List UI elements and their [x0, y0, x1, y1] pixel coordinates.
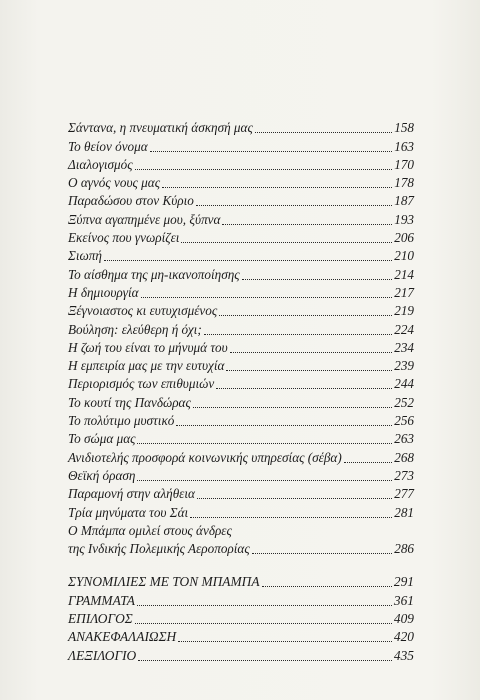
toc-section-page: 361 — [393, 592, 414, 608]
dot-leader — [344, 462, 392, 463]
dot-leader — [252, 553, 393, 554]
toc-entry — [68, 503, 414, 521]
toc-entry-title: Σάντανα, η πνευματική άσκησή μας — [68, 120, 253, 136]
toc-entry — [68, 339, 414, 357]
toc-entry — [68, 137, 414, 155]
dot-leader — [193, 407, 392, 408]
toc-entry-page: 268 — [394, 449, 414, 465]
toc-entry — [68, 448, 414, 466]
toc-entry-title: Βούληση: ελεύθερη ή όχι; — [68, 321, 202, 337]
toc-section-title: ΓΡΑΜΜΑΤΑ — [68, 592, 135, 608]
toc-entry-title: Παραδώσου στον Κύριο — [68, 193, 194, 209]
toc-entry-title: Η δημιουργία — [68, 284, 139, 300]
toc-entry-page: 210 — [394, 248, 414, 264]
dot-leader — [104, 260, 392, 261]
dot-leader — [255, 132, 392, 133]
toc-entry-title: Περιορισμός των επιθυμιών — [68, 376, 215, 392]
toc-entry-title-line1: Ο Μπάμπα ομιλεί στους άνδρες — [68, 522, 232, 538]
toc-entry — [68, 119, 414, 137]
toc-entry — [68, 485, 414, 503]
toc-entry-title-line2: της Ινδικής Πολεμικής Αεροπορίας — [68, 541, 250, 557]
toc-entry — [68, 412, 414, 430]
toc-section — [68, 591, 414, 609]
dot-leader — [216, 388, 392, 389]
toc-entry-title: Σιωπή — [68, 248, 102, 264]
toc-entry-page: 206 — [394, 230, 414, 246]
toc-entry-page: 224 — [394, 321, 414, 337]
dot-leader — [135, 169, 393, 170]
toc-section — [68, 646, 414, 664]
toc-section-title: ΣΥΝΟΜΙΛΙΕΣ ΜΕ ΤΟΝ ΜΠΑΜΠΑ — [68, 574, 260, 590]
section-spacer — [68, 558, 414, 573]
toc-entry-title: Η εμπειρία μας με την ευτυχία — [68, 358, 225, 374]
toc-entry-title: Το πολύτιμο μυστικό — [68, 413, 175, 429]
toc-entry — [68, 284, 414, 302]
toc-entry-title: Το σώμα μας — [68, 431, 136, 447]
dot-leader — [178, 641, 392, 642]
toc-entry-two-line — [68, 522, 414, 559]
dot-leader — [230, 352, 393, 353]
dot-leader — [196, 205, 392, 206]
toc-entry — [68, 302, 414, 320]
dot-leader — [242, 279, 393, 280]
dot-leader — [138, 660, 392, 661]
toc-entry-title: Ο αγνός νους μας — [68, 175, 161, 191]
toc-entry-page: 273 — [394, 467, 414, 483]
toc-entry-page: 178 — [394, 175, 414, 191]
toc-entry — [68, 174, 414, 192]
toc-entry-title: Θεϊκή όραση — [68, 467, 136, 483]
dot-leader — [137, 605, 392, 606]
toc-entry-page: 263 — [394, 431, 414, 447]
toc-entry-page: 170 — [394, 156, 414, 172]
dot-leader — [150, 151, 393, 152]
dot-leader — [190, 517, 392, 518]
toc-section-page: 291 — [393, 574, 414, 590]
toc-entry-page: 158 — [394, 120, 414, 136]
toc-section — [68, 573, 414, 591]
toc-entry-page: 193 — [394, 211, 414, 227]
dot-leader — [219, 315, 392, 316]
toc-entry-page: 256 — [394, 413, 414, 429]
dot-leader — [222, 224, 392, 225]
toc-entry-title: Η ζωή του είναι το μήνυμά του — [68, 339, 228, 355]
toc-entry-page: 217 — [394, 284, 414, 300]
dot-leader — [137, 443, 392, 444]
toc-entry — [68, 210, 414, 228]
toc-entry — [68, 430, 414, 448]
dot-leader — [135, 623, 392, 624]
toc-entry-page: 163 — [394, 138, 414, 154]
dot-leader — [141, 297, 393, 298]
toc-entry — [68, 467, 414, 485]
dot-leader — [226, 370, 392, 371]
toc-section-page: 409 — [393, 611, 414, 627]
toc-entry — [68, 357, 414, 375]
toc-section-page: 420 — [393, 629, 414, 645]
toc-entry-page: 214 — [394, 266, 414, 282]
toc-entry-title: Ξέγνοιαστος κι ευτυχισμένος — [68, 303, 218, 319]
toc-entry-page: 239 — [394, 358, 414, 374]
toc-entry-title: Το αίσθημα της μη-ικανοποίησης — [68, 266, 240, 282]
toc-entry — [68, 375, 414, 393]
toc-entry — [68, 156, 414, 174]
toc-entry-title: Τρία μηνύματα του Σάι — [68, 504, 189, 520]
toc-section-title: ΑΝΑΚΕΦΑΛΑΙΩΣΗ — [68, 629, 177, 645]
toc-entry — [68, 320, 414, 338]
toc-entry-title: Ανιδιοτελής προσφορά κοινωνικής υπηρεσίας (σέβα) — [68, 449, 342, 465]
dot-leader — [197, 498, 392, 499]
toc-entry-page: 286 — [394, 541, 414, 557]
toc-section — [68, 628, 414, 646]
toc-entry — [68, 393, 414, 411]
toc-entry-title-line2-row — [68, 540, 414, 558]
toc-section-title: ΕΠΙΛΟΓΟΣ — [68, 611, 133, 627]
toc-entry — [68, 247, 414, 265]
toc-section — [68, 610, 414, 628]
toc-entry-page: 252 — [394, 394, 414, 410]
dot-leader — [262, 586, 392, 587]
toc-entry-title: Ξύπνα αγαπημένε μου, ξύπνα — [68, 211, 221, 227]
toc-entry — [68, 192, 414, 210]
toc-entry-page: 281 — [394, 504, 414, 520]
toc-section-page: 435 — [393, 647, 414, 663]
toc-section-title: ΛΕΞΙΛΟΓΙΟ — [68, 647, 137, 663]
dot-leader — [181, 242, 392, 243]
dot-leader — [137, 480, 392, 481]
toc-entry-title: Το κουτί της Πανδώρας — [68, 394, 191, 410]
toc-entry-page: 234 — [394, 339, 414, 355]
toc-entry-page: 277 — [394, 486, 414, 502]
dot-leader — [176, 425, 392, 426]
toc-entry-page: 244 — [394, 376, 414, 392]
toc-entry-page: 187 — [394, 193, 414, 209]
toc-entry-title: Παραμονή στην αλήθεια — [68, 486, 195, 502]
toc-entry-title: Διαλογισμός — [68, 156, 133, 172]
table-of-contents — [68, 119, 414, 665]
toc-entry-title: Το θείον όνομα — [68, 138, 148, 154]
toc-entry — [68, 229, 414, 247]
dot-leader — [162, 187, 392, 188]
toc-entry-page: 219 — [394, 303, 414, 319]
dot-leader — [204, 334, 393, 335]
toc-entry-title: Εκείνος που γνωρίζει — [68, 230, 180, 246]
toc-entry — [68, 265, 414, 283]
